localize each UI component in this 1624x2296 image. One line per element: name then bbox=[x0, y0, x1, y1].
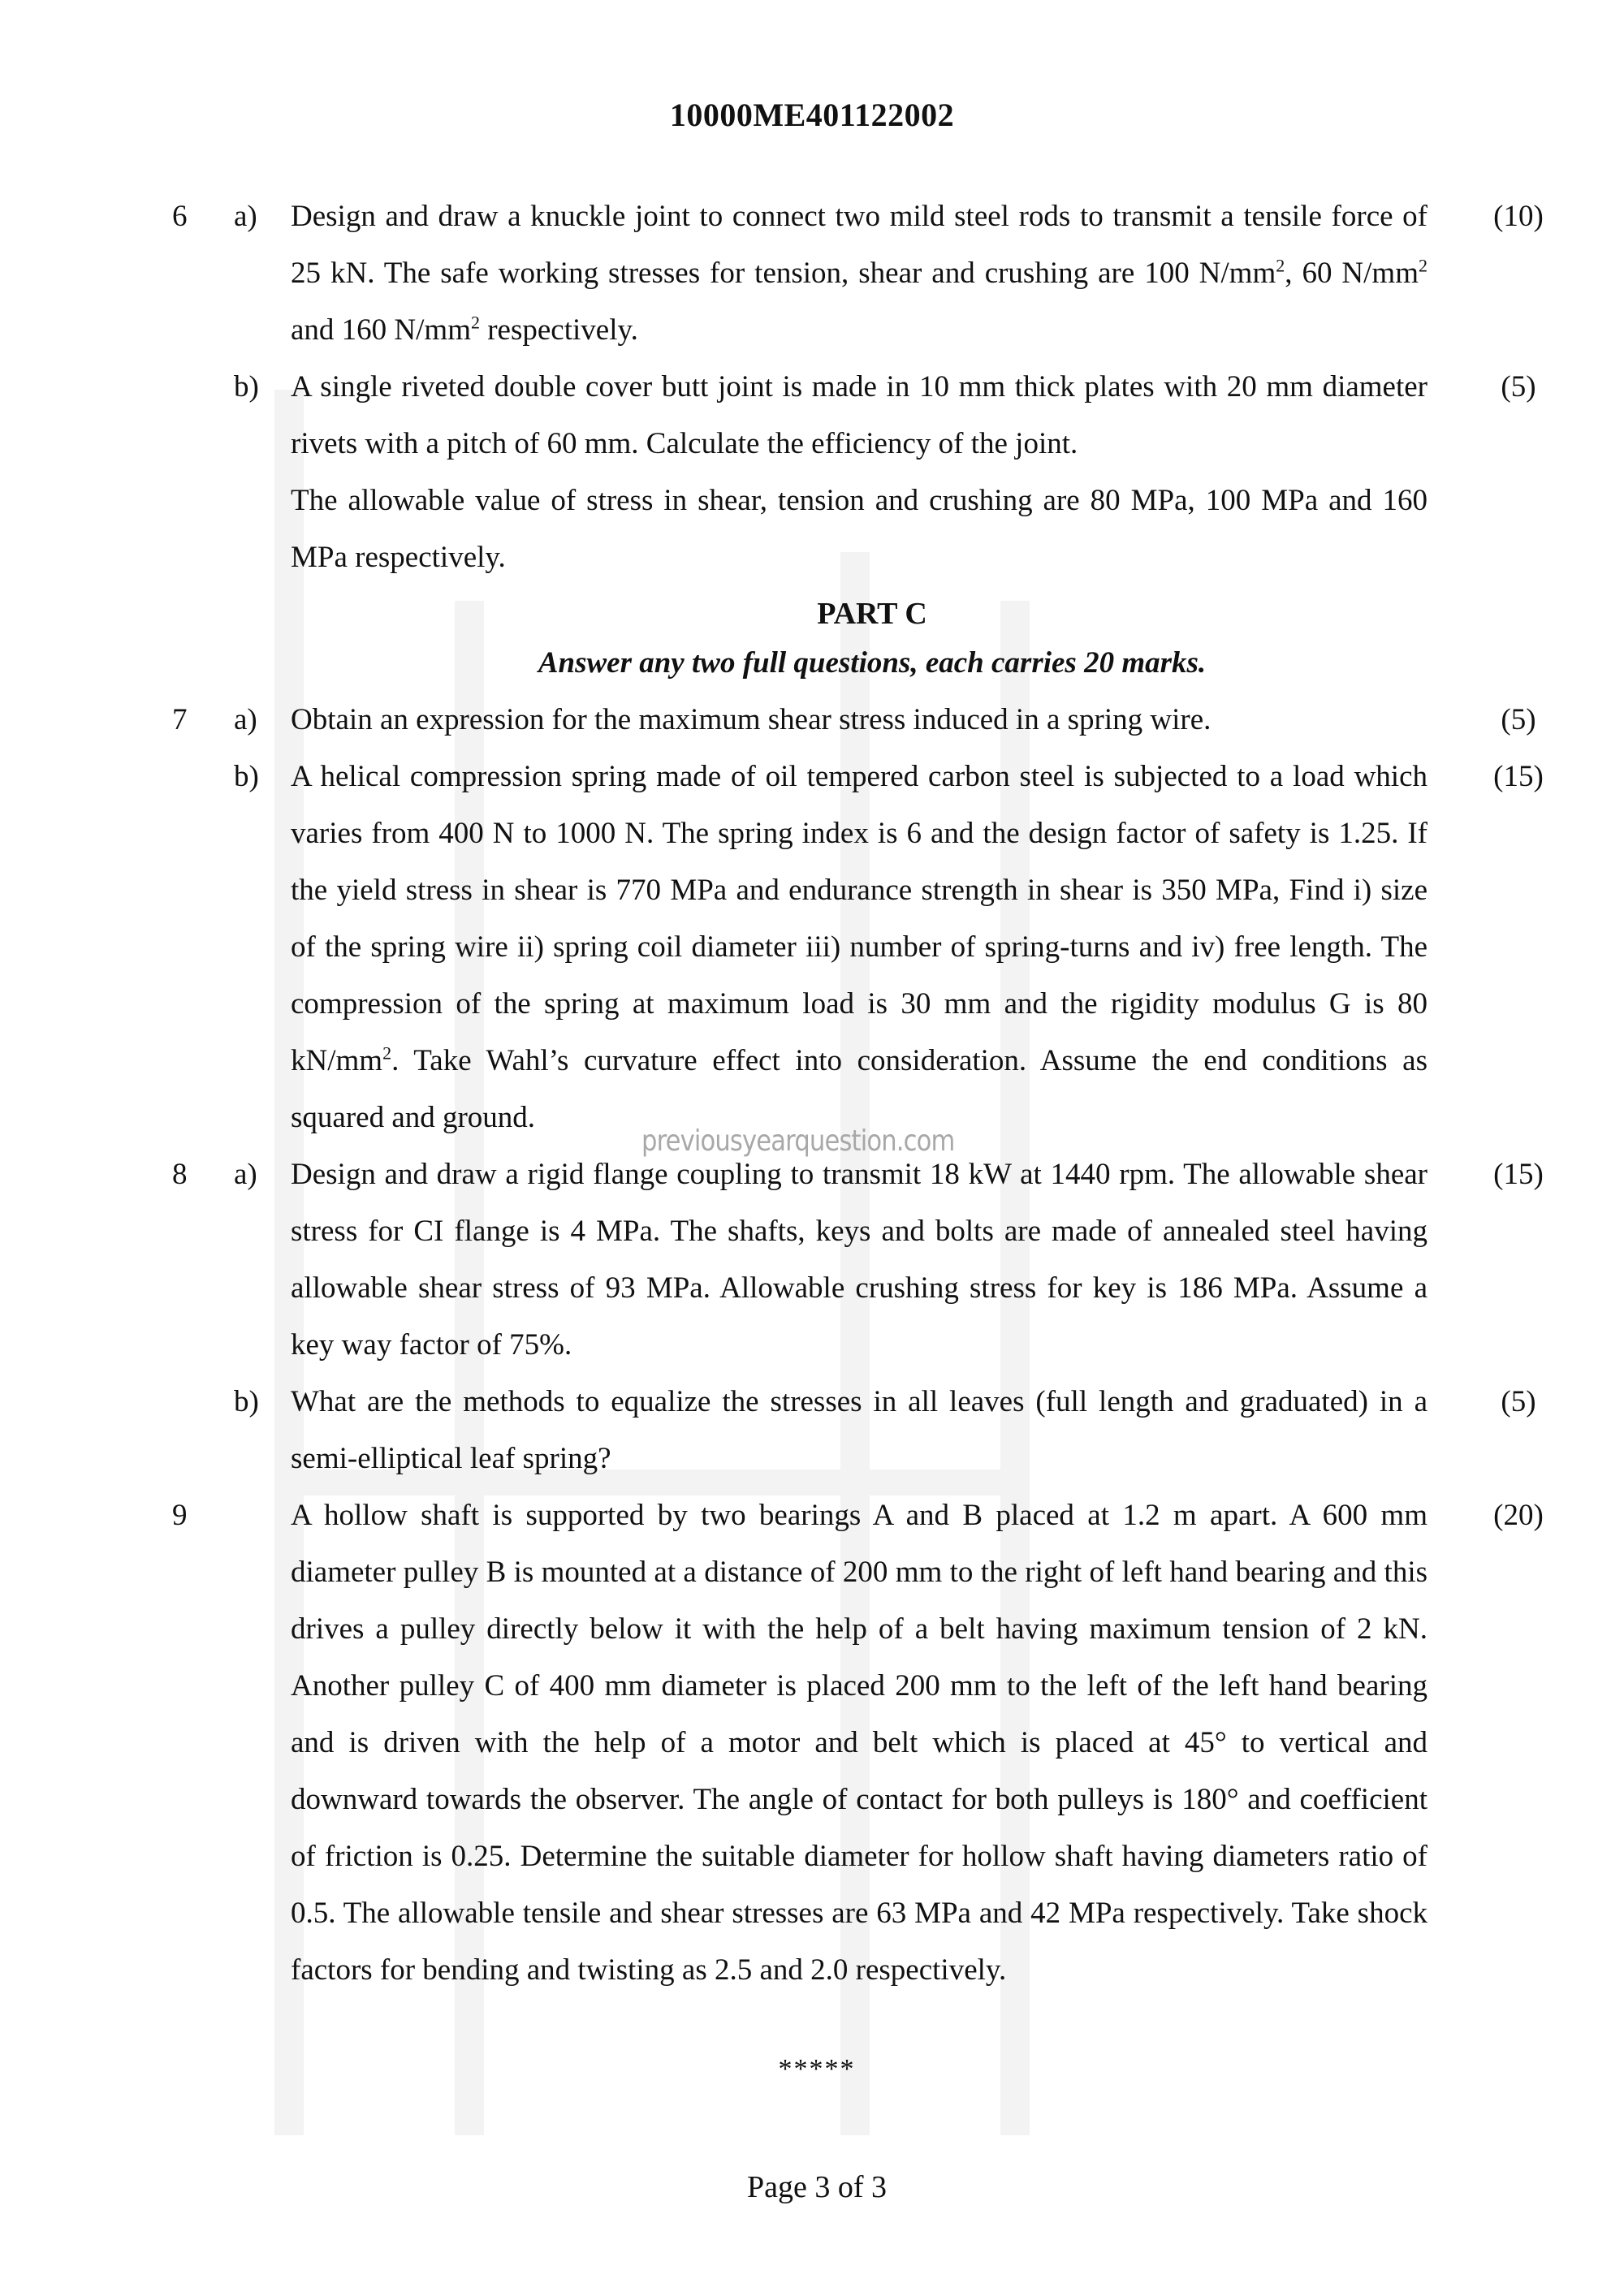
paper-code: 10000ME401122002 bbox=[669, 97, 955, 133]
question-text: . Take Wahl’s curvature effect into consideration. Assume the end conditions as squared and ground. bbox=[291, 1044, 1427, 1134]
superscript: 2 bbox=[1419, 255, 1427, 276]
end-marker: ***** bbox=[778, 2054, 856, 2084]
question-7a-text: Obtain an expression for the maximum shear stress induced in a spring wire. bbox=[291, 703, 1212, 736]
sub-question-label: b) bbox=[234, 370, 259, 404]
question-9-text: A hollow shaft is supported by two bearings A and B placed at 1.2 m apart. A 600 mm diameter pulley B is mounted at a distance of 200 mm to the right of left hand bearing and this drives a pulley directly below it with the help of a belt having maximum tension of 2 kN. Another pulley C of 400 mm diameter is placed 200 mm to the left of the left hand bearing and is driven with the help of a motor and belt which is placed at 45° to vertical and downward towards the observer. The angle of contact for both pulleys is 180° and coefficient of friction is 0.25. Determine the suitable diameter for hollow shaft having diameters ratio of 0.5. The allowable tensile and shear stresses are 63 MPa and 42 MPa respectively. Take shock factors for bending and twisting as 2.5 and 2.0 respectively. bbox=[291, 1499, 1427, 1987]
sub-question-label: a) bbox=[234, 200, 257, 233]
question-8a-text: Design and draw a rigid flange coupling to transmit 18 kW at 1440 rpm. The allowable shear stress for CI flange is 4 MPa. The shafts, keys and bolts are made of annealed steel having allowable shear stress of 93 MPa. Allowable crushing stress for key is 186 MPa. Assume a key way factor of 75%. bbox=[291, 1158, 1427, 1362]
question-7b-text bbox=[291, 749, 1427, 1146]
question-text: and 160 N/mm bbox=[291, 313, 471, 347]
marks: (10) bbox=[1493, 200, 1544, 233]
question-number: 7 bbox=[172, 703, 188, 736]
marks: (15) bbox=[1493, 760, 1544, 793]
question-text: A single riveted double cover butt joint is made in 10 mm thick plates with 20 mm diameter rivets with a pitch of 60 mm. Calculate the efficiency of the joint. bbox=[291, 370, 1427, 460]
question-text: Design and draw a knuckle joint to connect two mild steel rods to transmit a tensile force of 25 kN. The safe working stresses for tension, shear and crushing are 100 N/mm bbox=[291, 200, 1427, 290]
question-6b-text bbox=[291, 359, 1427, 586]
question-number: 8 bbox=[172, 1158, 188, 1191]
question-text: , 60 N/mm bbox=[1285, 257, 1419, 290]
part-title: PART C bbox=[817, 597, 927, 631]
superscript: 2 bbox=[1276, 255, 1285, 276]
sub-question-label: b) bbox=[234, 760, 259, 793]
marks: (5) bbox=[1501, 370, 1536, 404]
question-6a-text bbox=[291, 188, 1427, 359]
sub-question-label: a) bbox=[234, 703, 257, 736]
page-number: Page 3 of 3 bbox=[746, 2170, 888, 2204]
question-text: A helical compression spring made of oil tempered carbon steel is subjected to a load which varies from 400 N to 1000 N. The spring index is 6 and the design factor of safety is 1.25. If the yield stress in shear is 770 MPa and endurance strength in shear is 350 MPa, Find i) size of the spring wire ii) spring coil diameter iii) number of spring-turns and iv) free length. The compression of the spring at maximum load is 30 mm and the rigidity modulus G is 80 kN/mm bbox=[291, 760, 1427, 1077]
question-text: respectively. bbox=[479, 313, 638, 347]
marks: (5) bbox=[1501, 1385, 1536, 1418]
superscript: 2 bbox=[470, 312, 480, 333]
sub-question-label: a) bbox=[234, 1158, 257, 1191]
marks: (15) bbox=[1493, 1158, 1544, 1191]
question-8b-text: What are the methods to equalize the stresses in all leaves (full length and graduated) in a semi-elliptical leaf spring? bbox=[291, 1385, 1427, 1475]
marks: (20) bbox=[1493, 1499, 1544, 1532]
watermark-logo: previousyearquestion.com bbox=[641, 1124, 955, 1158]
sub-question-label: b) bbox=[234, 1385, 259, 1418]
part-instructions: Answer any two full questions, each carries 20 marks. bbox=[538, 646, 1207, 680]
superscript: 2 bbox=[382, 1042, 392, 1064]
question-number: 6 bbox=[172, 200, 188, 233]
marks: (5) bbox=[1501, 703, 1536, 736]
question-number: 9 bbox=[172, 1499, 188, 1532]
question-text: The allowable value of stress in shear, tension and crushing are 80 MPa, 100 MPa and 160 MPa respectively. bbox=[291, 484, 1427, 574]
